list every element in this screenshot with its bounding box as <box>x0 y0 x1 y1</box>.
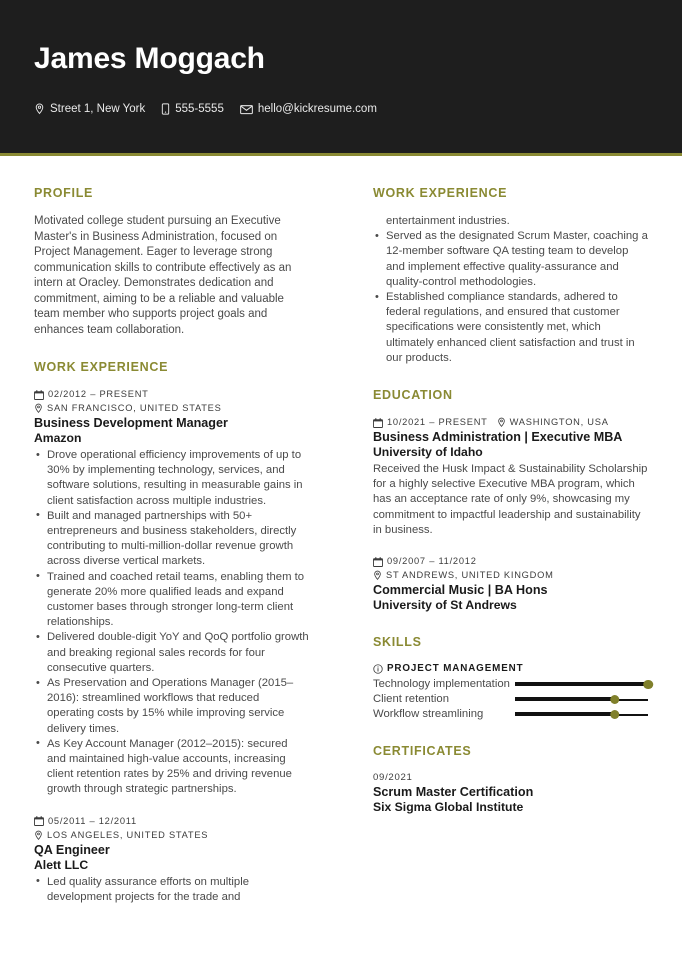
work-entry-date-line <box>34 815 309 828</box>
skill-row <box>373 677 648 692</box>
contact-address <box>34 103 145 115</box>
work-entry-company: Alett LLC <box>34 857 89 872</box>
skill-row <box>373 707 648 722</box>
envelope-icon <box>240 104 253 115</box>
skill-level-dot <box>610 695 620 705</box>
skill-bar <box>515 677 648 692</box>
work-entry-location: SAN FRANCISCO, UNITED STATES <box>47 403 222 413</box>
education-entry-date: 09/2007 – 11/2012 <box>387 556 477 567</box>
skill-fill <box>515 697 615 701</box>
location-pin-icon <box>34 403 43 414</box>
resume-header <box>0 0 682 156</box>
work-entry-date-line <box>34 388 309 401</box>
skill-label: Technology implementation <box>373 678 510 691</box>
work-entry <box>34 815 309 905</box>
education-entry-location-line <box>373 569 648 582</box>
section-education <box>373 388 648 613</box>
education-entry-school: University of Idaho <box>373 445 483 460</box>
work-entry-title: QA Engineer <box>34 842 110 857</box>
calendar-icon <box>34 816 44 826</box>
contact-address-text: Street 1, New York <box>50 103 146 115</box>
section-title-work-experience: WORK EXPERIENCE <box>34 360 169 374</box>
section-title-skills: SKILLS <box>373 635 422 650</box>
contact-email <box>240 103 377 115</box>
skill-fill <box>515 712 615 716</box>
location-pin-icon <box>497 417 506 428</box>
education-entry-location: WASHINGTON, USA <box>509 417 609 428</box>
section-profile <box>34 186 309 338</box>
education-entry-title: Business Administration | Executive MBA <box>373 430 623 445</box>
skill-group-label: PROJECT MANAGEMENT <box>387 663 524 675</box>
work-experience-continued-bullets <box>373 214 648 366</box>
contact-phone-text: 555-5555 <box>175 103 224 115</box>
section-title-profile: PROFILE <box>34 186 94 200</box>
location-pin-icon <box>34 830 43 841</box>
location-pin-icon <box>34 103 45 115</box>
section-work-experience-right <box>373 186 648 366</box>
work-entry-bullets <box>34 875 309 905</box>
work-entry-location-line <box>34 829 309 842</box>
skill-row <box>373 692 648 707</box>
calendar-icon <box>373 418 383 428</box>
section-certificates <box>373 744 648 815</box>
skill-label: Workflow streamlining <box>373 708 484 721</box>
right-column <box>373 186 648 927</box>
left-column <box>34 186 309 927</box>
contact-email-text: hello@kickresume.com <box>257 103 377 115</box>
work-entry-title: Business Development Manager <box>34 416 228 430</box>
work-entry-date: 02/2012 – PRESENT <box>48 389 149 399</box>
calendar-icon <box>373 557 383 567</box>
education-entry <box>373 416 648 538</box>
education-entry-location: ST ANDREWS, UNITED KINGDOM <box>386 570 554 581</box>
certificate-issuer: Six Sigma Global Institute <box>373 800 524 815</box>
info-circle-icon <box>373 664 383 674</box>
certificate-date: 09/2021 <box>373 772 413 784</box>
work-entry-location-line <box>34 402 309 415</box>
list-item: • Established compliance standards, adhered to federal regulations, and ensured that customer specifications were consistently met, which ultimately enhanced client satisfaction and trust in our products. <box>386 290 648 366</box>
education-entry-title: Commercial Music | BA Hons <box>373 583 548 598</box>
skill-level-dot <box>643 680 653 690</box>
certificate-entry <box>373 772 648 815</box>
skill-group-header <box>373 663 648 674</box>
section-title-education: EDUCATION <box>373 388 453 403</box>
work-entry-location: LOS ANGELES, UNITED STATES <box>47 829 209 840</box>
location-pin-icon <box>373 570 382 581</box>
contact-row <box>34 103 393 115</box>
list-item: • As Preservation and Operations Manager (2015–2016): streamlined workflows that reduced operating costs by 15% while improving service delivery times. <box>47 676 309 737</box>
work-entry-bullets <box>34 448 309 798</box>
page-title: James Moggach <box>34 42 265 75</box>
education-entry-description: Received the Husk Impact & Sustainability Scholarship for a highly selective Executive MBA program, which has an acceptance rate of only 9%, showcasing my commitment to impactful leadership and sustainability in business. <box>373 463 648 536</box>
list-item: • Built and managed partnerships with 50+ entrepreneurs and business stakeholders, directly contributing to multi-million-dollar revenue growth across diverse vertical markets. <box>47 509 309 570</box>
skill-bar <box>515 692 648 707</box>
resume-body <box>0 156 682 927</box>
section-title-certificates: CERTIFICATES <box>373 744 472 759</box>
section-work-experience-left <box>34 360 309 905</box>
work-entry <box>34 388 309 798</box>
phone-icon <box>161 103 170 115</box>
education-entry-date-line <box>373 555 648 568</box>
list-item: • Served as the designated Scrum Master, coaching a 12-member software QA testing team to develop and implement effective quality-assurance and quality-control methodologies. <box>386 229 648 290</box>
education-entry <box>373 555 648 613</box>
list-item-continuation: entertainment industries. <box>386 215 510 227</box>
profile-text: Motivated college student pursuing an Executive Master's in Business Administration, focused on Project Management. Eager to leverage strong communication skills to contribute effectively as an intern at Oracley. Demonstrates dedication and commitment, aiming to be a reliable and valuable team member who supports project goals and enhances team collaboration. <box>34 215 292 336</box>
skill-level-dot <box>610 710 620 720</box>
work-entry-date: 05/2011 – 12/2011 <box>48 815 137 826</box>
education-entry-school: University of St Andrews <box>373 598 517 613</box>
certificate-title: Scrum Master Certification <box>373 785 534 800</box>
list-item: • Led quality assurance efforts on multiple development projects for the trade and <box>47 875 309 905</box>
skill-bar <box>515 707 648 722</box>
section-title-work-experience-continued: WORK EXPERIENCE <box>373 186 508 200</box>
education-entry-date: 10/2021 – PRESENT <box>387 417 488 428</box>
list-item: • Drove operational efficiency improvements of up to 30% by implementing technology, services, and software solutions, resulting in measurable gains in client satisfaction across multiple industries. <box>47 448 309 509</box>
skill-fill <box>515 682 648 686</box>
skill-label: Client retention <box>373 693 449 706</box>
list-item: • As Key Account Manager (2012–2015): secured and maintained high-value accounts, increasing client retention rates by 25% and driving revenue growth through strategic partnerships. <box>47 737 309 798</box>
list-item: • Trained and coached retail teams, enabling them to generate 20% more qualified leads and expand customer bases through stronger long-term client relationships. <box>47 570 309 631</box>
section-skills <box>373 635 648 722</box>
contact-phone <box>161 103 224 115</box>
list-item: • Delivered double-digit YoY and QoQ portfolio growth and breaking regional sales records for four consecutive quarters. <box>47 630 309 676</box>
education-entry-meta-line <box>373 416 648 429</box>
work-entry-company: Amazon <box>34 431 82 445</box>
calendar-icon <box>34 390 44 400</box>
